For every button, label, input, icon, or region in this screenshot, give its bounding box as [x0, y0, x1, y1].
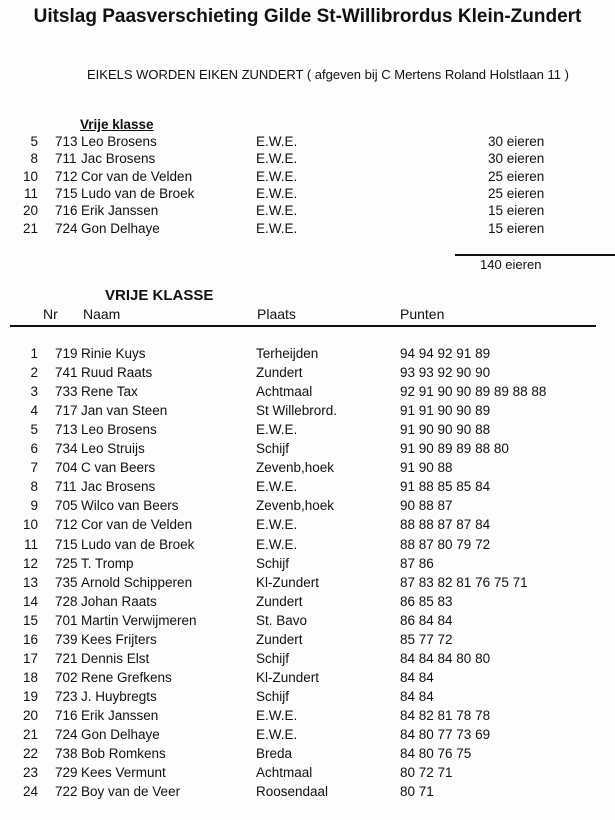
rank-cell: 20 — [22, 707, 38, 723]
eggs-section-heading: Vrije klasse — [80, 117, 154, 132]
rank-cell: 3 — [30, 384, 38, 400]
table-row — [0, 784, 615, 802]
number-cell: 722 — [55, 784, 78, 800]
prize-cell: 30 eieren — [488, 151, 545, 167]
prize-cell: 25 eieren — [488, 168, 545, 184]
number-cell: 734 — [55, 441, 78, 457]
eggs-total: 140 eieren — [480, 257, 542, 272]
number-cell: 711 — [55, 151, 77, 167]
rank-cell: 10 — [22, 517, 38, 533]
name-cell: Boy van de Veer — [81, 784, 181, 800]
rank-cell: 21 — [22, 727, 38, 742]
table-row — [0, 537, 615, 555]
number-cell: 712 — [55, 517, 78, 533]
name-cell: Kees Vermunt — [81, 765, 166, 781]
table-row — [0, 632, 615, 650]
place-cell: Kl-Zundert — [256, 574, 320, 590]
table-row — [0, 441, 615, 459]
rank-cell: 24 — [22, 784, 38, 800]
points-cell: 84 84 84 80 80 — [400, 650, 491, 666]
name-cell: Leo Brosens — [81, 134, 157, 149]
table-row — [0, 651, 615, 669]
prize-cell: 30 eieren — [488, 134, 545, 149]
table-row — [0, 384, 615, 402]
table-row — [0, 169, 615, 187]
place-cell: Achtmaal — [256, 765, 313, 781]
rank-cell: 11 — [23, 536, 38, 552]
rank-cell: 16 — [22, 631, 38, 647]
table-row — [0, 727, 615, 745]
points-cell: 84 80 77 73 69 — [400, 727, 491, 742]
place-cell: E.W.E. — [256, 707, 298, 723]
name-cell: Johan Raats — [81, 593, 157, 609]
table-row — [0, 670, 615, 688]
points-cell: 80 72 71 — [400, 765, 453, 781]
name-cell: C van Beers — [81, 460, 156, 476]
prize-cell: 15 eieren — [488, 220, 545, 236]
table-row — [0, 365, 615, 383]
number-cell: 735 — [55, 574, 78, 590]
place-cell: Terheijden — [256, 346, 319, 361]
table-row — [0, 460, 615, 478]
name-cell: Rene Tax — [81, 384, 138, 400]
points-cell: 86 85 83 — [400, 593, 453, 609]
place-cell: Kl-Zundert — [256, 669, 320, 685]
number-cell: 733 — [55, 384, 78, 400]
rank-cell: 10 — [22, 168, 38, 184]
rank-cell: 18 — [22, 669, 38, 685]
number-cell: 729 — [55, 765, 78, 781]
table-row — [0, 689, 615, 707]
table-row — [0, 613, 615, 631]
name-cell: Jac Brosens — [81, 479, 156, 495]
table-row — [0, 765, 615, 783]
points-cell: 84 84 — [400, 669, 434, 685]
name-cell: Bob Romkens — [81, 746, 166, 762]
rank-cell: 4 — [30, 403, 38, 419]
rank-cell: 9 — [30, 498, 38, 514]
place-cell: E.W.E. — [256, 536, 298, 552]
table-row — [0, 134, 615, 152]
name-cell: Martin Verwijmeren — [81, 612, 197, 628]
table-row — [0, 746, 615, 764]
rank-cell: 20 — [22, 203, 38, 219]
name-cell: Arnold Schipperen — [81, 574, 193, 590]
place-cell: E.W.E. — [256, 479, 298, 495]
number-cell: 728 — [55, 593, 78, 609]
place-cell: E.W.E. — [256, 134, 298, 149]
place-cell: Roosendaal — [256, 784, 329, 800]
rank-cell: 14 — [22, 593, 38, 609]
number-cell: 741 — [55, 365, 78, 381]
header-points: Punten — [400, 306, 445, 322]
number-cell: 712 — [55, 168, 78, 184]
rank-cell: 7 — [30, 460, 38, 476]
name-cell: Erik Janssen — [81, 203, 159, 219]
number-cell: 723 — [55, 688, 78, 704]
rank-cell: 8 — [30, 151, 38, 167]
name-cell: Leo Struijs — [81, 441, 145, 457]
number-cell: 702 — [55, 669, 78, 685]
points-cell: 91 90 88 — [400, 460, 453, 476]
place-cell: Zundert — [256, 593, 303, 609]
number-cell: 724 — [55, 727, 78, 742]
prize-cell: 25 eieren — [488, 185, 545, 201]
results-heading: VRIJE KLASSE — [105, 287, 214, 304]
place-cell: Schijf — [256, 441, 290, 457]
number-cell: 738 — [55, 746, 78, 762]
rank-cell: 8 — [30, 479, 38, 495]
place-cell: Zundert — [256, 365, 303, 381]
name-cell: J. Huybregts — [81, 688, 157, 704]
number-cell: 719 — [55, 346, 78, 361]
number-cell: 705 — [55, 498, 78, 514]
rank-cell: 12 — [22, 555, 38, 571]
place-cell: Schijf — [256, 688, 290, 704]
points-cell: 85 77 72 — [400, 631, 453, 647]
table-row — [0, 479, 615, 497]
total-divider — [455, 254, 615, 256]
table-row — [0, 498, 615, 516]
rank-cell: 11 — [23, 185, 38, 201]
table-row — [0, 346, 615, 364]
rank-cell: 22 — [22, 746, 38, 762]
table-row — [0, 151, 615, 169]
number-cell: 717 — [55, 403, 78, 419]
header-divider — [10, 325, 596, 327]
place-cell: E.W.E. — [256, 185, 298, 201]
header-nr: Nr — [43, 306, 58, 322]
points-cell: 84 80 76 75 — [400, 746, 472, 762]
place-cell: E.W.E. — [256, 151, 298, 167]
name-cell: Gon Delhaye — [81, 220, 160, 236]
name-cell: Ludo van de Broek — [81, 185, 195, 201]
name-cell: Cor van de Velden — [81, 168, 193, 184]
number-cell: 721 — [55, 650, 78, 666]
name-cell: Rene Grefkens — [81, 669, 172, 685]
table-row — [0, 221, 615, 239]
name-cell: Gon Delhaye — [81, 727, 160, 742]
points-cell: 91 90 90 90 88 — [400, 422, 491, 438]
rank-cell: 2 — [30, 365, 38, 381]
points-cell: 88 88 87 87 84 — [400, 517, 491, 533]
number-cell: 713 — [55, 422, 78, 438]
place-cell: E.W.E. — [256, 203, 298, 219]
points-cell: 87 83 82 81 76 75 71 — [400, 574, 528, 590]
name-cell: Jan van Steen — [81, 403, 168, 419]
number-cell: 711 — [55, 479, 77, 495]
table-row — [0, 708, 615, 726]
table-row — [0, 517, 615, 535]
place-cell: Zundert — [256, 631, 303, 647]
rank-cell: 15 — [22, 612, 38, 628]
place-cell: E.W.E. — [256, 168, 298, 184]
rank-cell: 19 — [22, 688, 38, 704]
name-cell: Kees Frijters — [81, 631, 157, 647]
points-cell: 86 84 84 — [400, 612, 453, 628]
name-cell: Wilco van Beers — [81, 498, 179, 514]
name-cell: Rinie Kuys — [81, 346, 146, 361]
name-cell: Erik Janssen — [81, 707, 159, 723]
name-cell: Dennis Elst — [81, 650, 150, 666]
points-cell: 90 88 87 — [400, 498, 453, 514]
number-cell: 715 — [55, 185, 78, 201]
page-title: Uitslag Paasverschieting Gilde St-Willibrordus Klein-Zundert — [33, 6, 582, 27]
table-row — [0, 422, 615, 440]
place-cell: Schijf — [256, 650, 290, 666]
place-cell: Zevenb,hoek — [256, 498, 335, 514]
table-row — [0, 403, 615, 421]
name-cell: Jac Brosens — [81, 151, 156, 167]
subtitle: EIKELS WORDEN EIKEN ZUNDERT ( afgeven bij C Mertens Roland Holstlaan 11 ) — [87, 67, 569, 82]
table-row — [0, 203, 615, 221]
name-cell: Ludo van de Broek — [81, 536, 195, 552]
points-cell: 88 87 80 79 72 — [400, 536, 491, 552]
number-cell: 701 — [55, 612, 78, 628]
name-cell: Cor van de Velden — [81, 517, 193, 533]
rank-cell: 5 — [30, 422, 38, 438]
table-row — [0, 594, 615, 612]
place-cell: Achtmaal — [256, 384, 313, 400]
place-cell: E.W.E. — [256, 727, 298, 742]
place-cell: E.W.E. — [256, 422, 298, 438]
table-row — [0, 575, 615, 593]
number-cell: 725 — [55, 555, 78, 571]
number-cell: 724 — [55, 220, 78, 236]
place-cell: St Willebrord. — [256, 403, 338, 419]
place-cell: E.W.E. — [256, 517, 298, 533]
rank-cell: 21 — [22, 220, 38, 236]
rank-cell: 1 — [30, 346, 38, 361]
points-cell: 91 88 85 85 84 — [400, 479, 491, 495]
table-row — [0, 556, 615, 574]
number-cell: 739 — [55, 631, 78, 647]
points-cell: 92 91 90 90 89 89 88 88 — [400, 384, 547, 400]
points-cell: 84 82 81 78 78 — [400, 707, 491, 723]
number-cell: 713 — [55, 134, 78, 149]
place-cell: E.W.E. — [256, 220, 298, 236]
number-cell: 716 — [55, 707, 78, 723]
prize-cell: 15 eieren — [488, 203, 545, 219]
header-name: Naam — [83, 306, 121, 322]
place-cell: Zevenb,hoek — [256, 460, 335, 476]
number-cell: 704 — [55, 460, 78, 476]
name-cell: T. Tromp — [81, 555, 134, 571]
rank-cell: 23 — [22, 765, 38, 781]
place-cell: St. Bavo — [256, 612, 308, 628]
name-cell: Ruud Raats — [81, 365, 153, 381]
points-cell: 93 93 92 90 90 — [400, 365, 491, 381]
points-cell: 94 94 92 91 89 — [400, 346, 491, 361]
points-cell: 91 90 89 89 88 80 — [400, 441, 509, 457]
points-cell: 87 86 — [400, 555, 434, 571]
number-cell: 715 — [55, 536, 78, 552]
rank-cell: 6 — [30, 441, 38, 457]
name-cell: Leo Brosens — [81, 422, 157, 438]
points-cell: 80 71 — [400, 784, 434, 800]
header-place: Plaats — [257, 306, 296, 322]
points-cell: 84 84 — [400, 688, 434, 704]
table-row — [0, 186, 615, 204]
points-cell: 91 91 90 90 89 — [400, 403, 491, 419]
rank-cell: 5 — [30, 134, 38, 149]
place-cell: Schijf — [256, 555, 290, 571]
number-cell: 716 — [55, 203, 78, 219]
rank-cell: 17 — [22, 650, 38, 666]
rank-cell: 13 — [22, 574, 38, 590]
place-cell: Breda — [256, 746, 293, 762]
